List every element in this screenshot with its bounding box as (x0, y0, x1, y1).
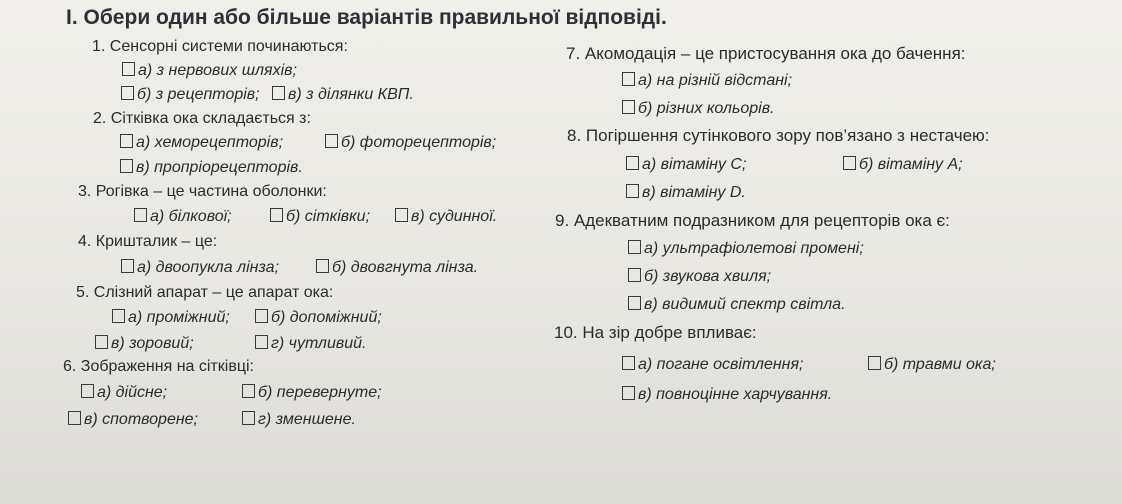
q1-option-c[interactable]: в) з ділянки КВП. (272, 86, 414, 104)
q4-option-a[interactable]: а) двоопукла лінза; (121, 259, 279, 277)
checkbox[interactable] (626, 156, 639, 170)
q8-option-b[interactable]: б) вітаміну А; (843, 156, 963, 174)
q8-option-c[interactable]: в) вітаміну D. (626, 184, 746, 202)
q2-option-a[interactable]: а) хеморецепторів; (120, 134, 283, 152)
q9-option-a[interactable]: а) ультрафіолетові промені; (628, 240, 864, 258)
checkbox[interactable] (843, 156, 856, 170)
q1-option-a[interactable]: а) з нервових шляхів; (122, 62, 297, 80)
q9-option-b[interactable]: б) звукова хвиля; (628, 268, 771, 286)
question-6: 6. Зображення на сітківці: (63, 358, 254, 375)
q3-option-c[interactable]: в) судинної. (395, 208, 497, 226)
checkbox[interactable] (112, 309, 125, 323)
q6-option-c[interactable]: в) спотворене; (68, 411, 198, 429)
checkbox[interactable] (81, 384, 94, 398)
q6-option-b[interactable]: б) перевернуте; (242, 384, 382, 402)
question-3: 3. Рогівка – це частина оболонки: (78, 183, 327, 200)
checkbox[interactable] (121, 86, 134, 100)
checkbox[interactable] (120, 134, 133, 148)
q4-option-b[interactable]: б) двовгнута лінза. (316, 259, 478, 277)
checkbox[interactable] (628, 296, 641, 310)
checkbox[interactable] (255, 335, 268, 349)
checkbox[interactable] (122, 62, 135, 76)
q2-option-b[interactable]: б) фоторецепторів; (325, 134, 496, 152)
q5-option-d[interactable]: г) чутливий. (255, 335, 366, 353)
q10-option-c[interactable]: в) повноцінне харчування. (622, 386, 832, 404)
checkbox[interactable] (316, 259, 329, 273)
checkbox[interactable] (120, 159, 133, 173)
q7-option-b[interactable]: б) різних кольорів. (622, 100, 775, 118)
checkbox[interactable] (622, 386, 635, 400)
question-9: 9. Адекватним подразником для рецепторів ока є: (555, 211, 950, 230)
checkbox[interactable] (622, 100, 635, 114)
q5-option-c[interactable]: в) зоровий; (95, 335, 194, 353)
q2-option-c[interactable]: в) пропріорецепторів. (120, 159, 303, 177)
q7-option-a[interactable]: а) на різній відстані; (622, 72, 792, 90)
question-10: 10. На зір добре впливає: (554, 323, 757, 342)
checkbox[interactable] (868, 356, 881, 370)
q1-option-b[interactable]: б) з рецепторів; (121, 86, 260, 104)
checkbox[interactable] (395, 208, 408, 222)
question-8: 8. Погіршення сутінкового зору пов’язано з нестачею: (567, 126, 990, 145)
question-5: 5. Слізний апарат – це апарат ока: (76, 284, 334, 301)
checkbox[interactable] (134, 208, 147, 222)
q3-option-a[interactable]: а) білкової; (134, 208, 232, 226)
checkbox[interactable] (242, 411, 255, 425)
q10-option-a[interactable]: а) погане освітлення; (622, 356, 803, 374)
checkbox[interactable] (270, 208, 283, 222)
q6-option-a[interactable]: а) дійсне; (81, 384, 167, 402)
checkbox[interactable] (622, 356, 635, 370)
q3-option-b[interactable]: б) сітківки; (270, 208, 370, 226)
checkbox[interactable] (68, 411, 81, 425)
checkbox[interactable] (628, 240, 641, 254)
question-4: 4. Кришталик – це: (78, 233, 218, 250)
question-1: 1. Сенсорні системи починаються: (92, 38, 348, 55)
checkbox[interactable] (272, 86, 285, 100)
q5-option-a[interactable]: а) проміжний; (112, 309, 230, 327)
checkbox[interactable] (242, 384, 255, 398)
q10-option-b[interactable]: б) травми ока; (868, 356, 996, 374)
q9-option-c[interactable]: в) видимий спектр світла. (628, 296, 846, 314)
question-2: 2. Сітківка ока складається з: (93, 110, 311, 127)
checkbox[interactable] (95, 335, 108, 349)
worksheet-title: І. Обери один або більше варіантів правильної відповіді. (66, 6, 667, 29)
question-7: 7. Акомодація – це пристосування ока до бачення: (566, 44, 966, 63)
checkbox[interactable] (626, 184, 639, 198)
checkbox[interactable] (255, 309, 268, 323)
checkbox[interactable] (622, 72, 635, 86)
checkbox[interactable] (325, 134, 338, 148)
checkbox[interactable] (628, 268, 641, 282)
q8-option-a[interactable]: а) вітаміну С; (626, 156, 746, 174)
q5-option-b[interactable]: б) допоміжний; (255, 309, 382, 327)
checkbox[interactable] (121, 259, 134, 273)
q6-option-d[interactable]: г) зменшене. (242, 411, 356, 429)
